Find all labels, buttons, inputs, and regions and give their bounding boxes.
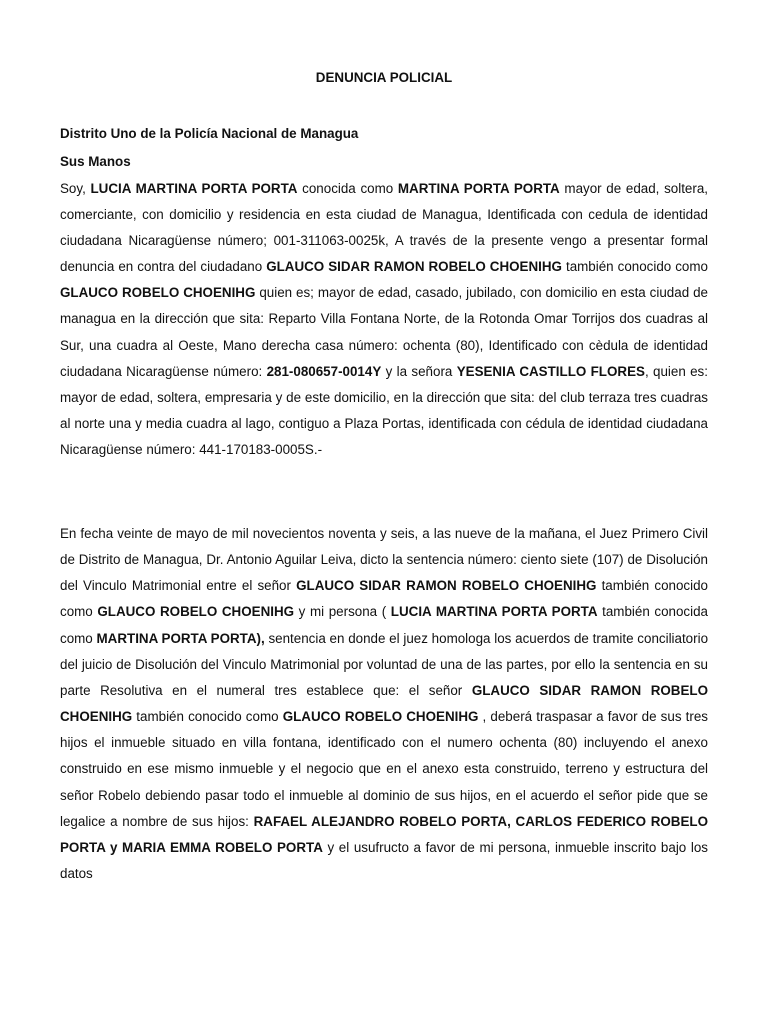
bold-text-run: GLAUCO ROBELO CHOENIHG: [97, 604, 295, 620]
bold-text-run: GLAUCO ROBELO CHOENIHG: [60, 285, 256, 301]
bold-text-run: GLAUCO ROBELO CHOENIHG: [282, 709, 479, 725]
text-run: sentencia en donde el juez homologa los acuerdos de tramite conciliatorio del juicio de Disolución del Vinculo Matrimonial por voluntad de una de las partes, por ello la sentencia en su parte Resolutiva en el numeral tres establece que: el señor: [60, 630, 709, 698]
bold-text-run: GLAUCO SIDAR RAMON ROBELO CHOENIHG: [266, 259, 562, 275]
paragraph-1: [60, 176, 708, 463]
text-run: y la señora: [381, 363, 457, 379]
text-run: también conocido como: [561, 259, 708, 275]
paragraph-2: [60, 521, 708, 887]
text-run: y mi persona (: [294, 604, 391, 620]
text-run: , quien es: mayor de edad, soltera, empresaria y de este domicilio, en la dirección que sita: del club terraza tres cuadras al norte una y media cuadra al lago, contiguo a Plaza Portas, identificada con cédula de identidad ciudadana Nicaragüense número: 441-170183-0005S.-: [60, 363, 708, 457]
bold-text-run: GLAUCO SIDAR RAMON ROBELO CHOENIHG: [60, 682, 708, 725]
document-title: DENUNCIA POLICIAL: [315, 70, 453, 85]
text-run: conocida como: [297, 181, 398, 196]
bold-text-run: 281-080657-0014Y: [266, 363, 382, 379]
bold-text-run: MARTINA PORTA PORTA),: [96, 630, 265, 646]
text-run: también conocido como: [60, 578, 708, 620]
text-run: también conocido como: [132, 709, 283, 725]
salutation-line: Sus Manos: [60, 154, 131, 169]
text-run: y el usufructo a favor de mi persona, inmueble inscrito bajo los datos: [60, 839, 708, 882]
recipient-line: Distrito Uno de la Policía Nacional de Managua: [60, 126, 359, 141]
text-run: quien es; mayor de edad, casado, jubilado, con domicilio en esta ciudad de managua en la dirección que sita: Reparto Villa Fontana Norte, de la Rotonda Omar Torrijos dos cuadras al Sur, una cuadra al Oeste, Mano derecha casa número: ochenta (80), Identificado con cèdula de identidad ciudadana Nicaragüense número:: [60, 285, 708, 379]
bold-text-run: RAFAEL ALEJANDRO ROBELO PORTA, CARLOS FEDERICO ROBELO PORTA y MARIA EMMA ROBELO PORTA: [60, 813, 708, 855]
text-run: En fecha veinte de mayo de mil novecientos noventa y seis, a las nueve de la mañana, el Juez Primero Civil de Distrito de Managua, Dr. Antonio Aguilar Leiva, dicto la sentencia número: ciento siete (107) de Disolución del Vinculo Matrimonial entre el señor: [60, 526, 708, 594]
bold-text-run: MARTINA PORTA PORTA: [397, 181, 560, 196]
bold-text-run: LUCIA MARTINA PORTA PORTA: [390, 604, 598, 620]
text-run: , deberá traspasar a favor de sus tres hijos el inmueble situado en villa fontana, identificado con el numero ochenta (80) incluyendo el anexo construido en ese mismo inmueble y el negocio que en el anexo esta construido, terreno y estructura del señor Robelo debiendo pasar todo el inmueble al dominio de sus hijos, en el acuerdo el señor pide que se legalice a nombre de sus hijos:: [60, 709, 708, 829]
text-run: Soy,: [60, 181, 91, 196]
bold-text-run: YESENIA CASTILLO FLORES: [456, 363, 645, 379]
bold-text-run: LUCIA MARTINA PORTA PORTA: [90, 181, 298, 196]
text-run: mayor de edad, soltera, comerciante, con domicilio y residencia en esta ciudad de Managua, Identificada con cedula de identidad ciudadana Nicaragüense número; 001-311063-0025k, A través de la presente vengo a presentar formal denuncia en contra del ciudadano: [60, 181, 708, 275]
text-run: también conocida como: [60, 604, 708, 646]
bold-text-run: GLAUCO SIDAR RAMON ROBELO CHOENIHG: [296, 578, 597, 594]
